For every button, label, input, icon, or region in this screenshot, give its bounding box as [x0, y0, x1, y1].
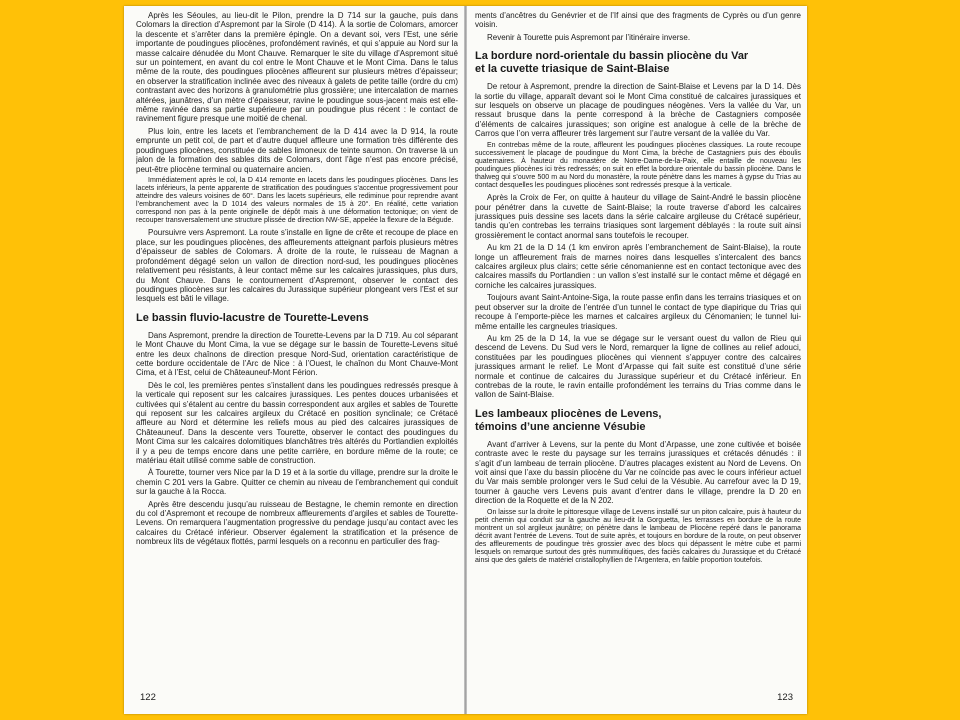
section-title: Le bassin fluvio-lacustre de Tourette-Levens: [136, 311, 369, 324]
section-title: [475, 408, 801, 434]
paragraph-small: On laisse sur la droite le pittoresque village de Levens installé sur un piton calcaire, puis à hauteur du petit chemin qui conduit sur la gauche au lieu-dit la Gorguetta, les terrasses en bordure de la route montrent un sol argileux jaunâtre; on pénètre dans le lambeau de Pliocène repéré dans le panorama décrit avant l’entrée de Levens. Tout de suite après, et toujours en bordure de la route, on peut observer des affleurements de poudingue très grossier avec des blocs qui dépassent le mètre cube et parmi lesquels on remarque surtout des grès nummulitiques, des faciès calcaires du Jurassique et du Crétacé ainsi que des galets de matériel cristallophyllien de l’Argentera, en faible proportion toutefois.: [475, 508, 801, 565]
section-title-line: témoins d’une ancienne Vésubie: [475, 420, 646, 433]
paragraph: Avant d’arriver à Levens, sur la pente du Mont d’Arpasse, une zone cultivée et boisée contraste avec le reste du paysage sur les terrains jurassiques et crétacés dénudés : il s’agit d’un lambeau de terrain pliocène. D’autres placages existent au Nord de Levens. On voit ainsi que l’axe du bassin pliocène du Var ne coïncide pas avec le cours inférieur actuel du Var mais semble prolonger vers le Sud celui de la Vésubie. Au carrefour avec la D 19, tourner à gauche vers Levens puis avant d’entrer dans le village, prendre la D 20 en direction de la Roquette et de la N 202.: [475, 439, 801, 506]
right-page-body: [475, 6, 801, 565]
paragraph: À Tourette, tourner vers Nice par la D 19 et à la sortie du village, prendre sur la droite le chemin C 201 vers la Gabre. Quitter ce chemin au niveau de l’embranchement qui conduit sur la gauche à la Rocca.: [136, 468, 458, 497]
paragraph: Dès le col, les premières pentes s’installent dans les poudingues redressés presque à la verticale qui reposent sur les calcaires jurassiques. Les pentes douces urbanisées et cultivées qui s’étalent au centre du bassin correspondent aux argiles et sables de Tourette qui reposent sur les calcaires argileux du Crétacé en position synclinale; ce Crétacé affleure au Nord et détermine les reliefs mous au pied des calcaires jurassiques de Châteauneuf. Dans la descente vers Tourette, observer le contact des poudingues du Mont Cima sur les calcaires dolomitiques blanchâtres très altérés du Portlandien exploités il y a peu de temps encore dans une petite carrière, en bordure même de la route; ce matériau était utilisé comme sable de construction.: [136, 380, 458, 465]
paragraph: Au km 21 de la D 14 (1 km environ après l’embranchement de Saint-Blaise), la route longe un affleurement frais de marnes noires dans lesquelles s’intercalent des bancs calcaires argileux plus clairs; cette série cénomanienne est en contact tectonique avec des calcaires massifs du Portlandien : un vallon s’est installé sur le contact même et dégagé en corniche les calcaires jurassiques.: [475, 243, 801, 290]
section-title-line: et la cuvette triasique de Saint-Blaise: [475, 63, 670, 76]
section-title-line: La bordure nord-orientale du bassin pliocène du Var: [475, 50, 749, 63]
paragraph: Après la Croix de Fer, on quitte à hauteur du village de Saint-André le bassin pliocène pour pénétrer dans la cuvette de Saint-Blaise; la route traverse d’abord les calcaires jurassiques puis dessine ses lacets dans la série calcaire argileuse du Crétacé supérieur, tandis qu’en contrebas les terrains triasiques sont largement déblayés : la route suit ainsi grossièrement le contact anormal sans toutefois le recouper.: [475, 193, 801, 240]
book-spread: [124, 6, 807, 714]
paragraph: Dans Aspremont, prendre la direction de Tourette-Levens par la D 719. Au col séparant le Mont Chauve du Mont Cima, la vue se dégage sur le bassin de Tourette-Levens situé entre les deux chaînons de direction presque Nord-Sud, orientation caractéristique de cette bordure occidentale de l’Arc de Nice : à l’Ouest, le chaînon du Mont Chauve-Mont Cima, et à l’Est, celui de Châteauneuf-Mont Férion.: [136, 330, 458, 378]
paragraph: ments d’ancêtres du Genévrier et de l’If ainsi que des fragments de Cyprès ou d’un genre voisin.: [475, 11, 801, 30]
paragraph-small: En contrebas même de la route, affleurent les poudingues pliocènes classiques. La route recoupe successivement le placage de poudingue du Mont Cima, la brèche de Castagniers puis des éboulis quaternaires. À hauteur du monastère de Notre-Dame-de-la-Paix, elle entaille de nouveau les poudingues pliocènes ici très redressés; on suit en effet la bordure orientale du bassin pliocène. Dans le thalweg qui s’ouvre 500 m au Nord du monastère, la route pénètre dans les marnes à gypse du Trias au contact desquelles les poudingues pliocènes sont redressés presque à la verticale.: [475, 141, 801, 190]
book-gutter: [464, 6, 467, 714]
paragraph: Après les Séoules, au lieu-dit le Pilon, prendre la D 714 sur la gauche, puis dans Colomars la direction d’Aspremont par la Sirole (D 414). À la sortie de Colomars, amorcer la descente et s’arrêter dans la première épingle. On a devant soi, vers l’Est, une série importante de poudingues pliocènes, profondément ravinés, et qui s’appuie au Nord sur la masse calcaire dénudée du Mont Chauve. Remarquer le site du village d’Aspremont situé sur un pointement, en avant du col entre le Mont Chauve et le Mont Cima. Dans le talus même de la route, des poudingues pliocènes affleurent sur plusieurs mètres d’épaisseur; en observer la stratification inclinée avec des niveaux à galets de petite taille (ordre du cm) contrastant avec des horizons à granulométrie plus grossière; une intercalation de marnes altérées, jaunâtres, d’un mètre d’épaisseur, ravine le poudingue sous-jacent mais est elle-même ravinée dans sa partie supérieure par un poudingue plus récent : le contact de ravinement figure presque une moitié de chenal.: [136, 11, 458, 124]
paragraph: Au km 25 de la D 14, la vue se dégage sur le versant ouest du vallon de Rieu qui descend de Levens. Du Sud vers le Nord, remarquer la ligne de collines au relief adouci, constituées par les poudingues pliocènes qui viennent s’appuyer contre des calcaires jurassiques armant le relief. Le Mont d’Arpasse qui fait suite est constitué d’une série normale et continue de calcaires du Jurassique supérieur et du Crétacé inférieur. En contrebas de la route, le ravin entaille profondément les terrains du Trias comme dans le vallon de Saint-Blaise.: [475, 333, 801, 400]
section-title: [475, 50, 801, 76]
section-title-line: Les lambeaux pliocènes de Levens,: [475, 407, 662, 420]
paragraph: Toujours avant Saint-Antoine-Siga, la route passe enfin dans les terrains triasiques et on peut observer sur la droite de l’entrée d’un tunnel le contact de type diapirique du Trias qui recoupe à l’emporte-pièce les marnes et calcaires argileux du Cénomanien; le tunnel lui-même entaille les cargneules triasiques.: [475, 293, 801, 331]
right-page: [475, 6, 801, 714]
paragraph: Poursuivre vers Aspremont. La route s’installe en ligne de crête et recoupe de place en place, sur les poudingues pliocènes, des affleurements atteignant parfois plusieurs mètres d’épaisseur de sables de Colomars. À droite de la route, le ruisseau de Magnan a profondément dégagé selon un vallon de direction nord-sud, les poudingues pliocènes relativement peu résistants, à leur contact même sur les calcaires jurassiques, plus durs, du Mont Chauve. Dans le contournement d’Aspremont, observer le contact des poudingues pliocènes sur les calcaires du Jurassique supérieur plongeant vers l’Est et sur lesquels est bâti le village.: [136, 228, 458, 304]
page-number: 123: [777, 691, 793, 703]
paragraph-small: Immédiatement après le col, la D 414 remonte en lacets dans les poudingues pliocènes. Dans les lacets inférieurs, la pente apparente de stratification des poudingues s’accentue progressivement pour atteindre des valeurs voisines de 60°. Dans les lacets supérieurs, elle rediminue pour reprendre avant l’embranchement avec la D 1014 des valeurs normales de 15 à 20°. En réalité, cette variation correspond non pas à la pente originelle de dépôt mais à une déformation tectonique; on vient de recouper transversalement une structure plissée de direction NW-SE, appelée la flexure de la Bégude.: [136, 176, 458, 225]
paragraph: Plus loin, entre les lacets et l’embranchement de la D 414 avec la D 914, la route emprunte un petit col, de part et d’autre duquel affleure une formation très différente des poudingues pliocènes, constituée de sables limoneux de teinte saumon. On traverse là un jalon de la formation des sables dits de Colomars, dont l’âge n’est pas encore précisé, peut-être pliocène terminal ou quaternaire ancien.: [136, 126, 458, 174]
left-page: [136, 6, 458, 714]
paragraph: De retour à Aspremont, prendre la direction de Saint-Blaise et Levens par la D 14. Dès la sortie du village, apparaît devant soi le Mont Cima constitué de calcaires jurassiques et sur lesquels on observe un placage de poudingues néogènes. Vers la vallée du Var, un ressaut brusque dans la pente correspond à la brèche de Castagniers composée d’éléments de calcaires jurassiques; son origine est analogue à celle de la brèche de Carros que l’on verra affleurer très largement sur l’autre versant de la vallée du Var.: [475, 82, 801, 139]
left-page-body: [136, 6, 458, 547]
paragraph: Après être descendu jusqu’au ruisseau de Bestagne, le chemin remonte en direction du col d’Aspremont et recoupe de nombreux affleurements d’argiles et sables de Tourette-Levens. On remarquera l’augmentation progressive du pendage jusqu’au contact avec les calcaires du Crétacé inférieur. Observer également la stratification et la présence de nombreux lits de végétaux flottés, parmi lesquels on a reconnu en particulier des frag-: [136, 499, 458, 547]
paragraph: Revenir à Tourette puis Aspremont par l’itinéraire inverse.: [487, 32, 691, 42]
page-number: 122: [140, 691, 156, 703]
